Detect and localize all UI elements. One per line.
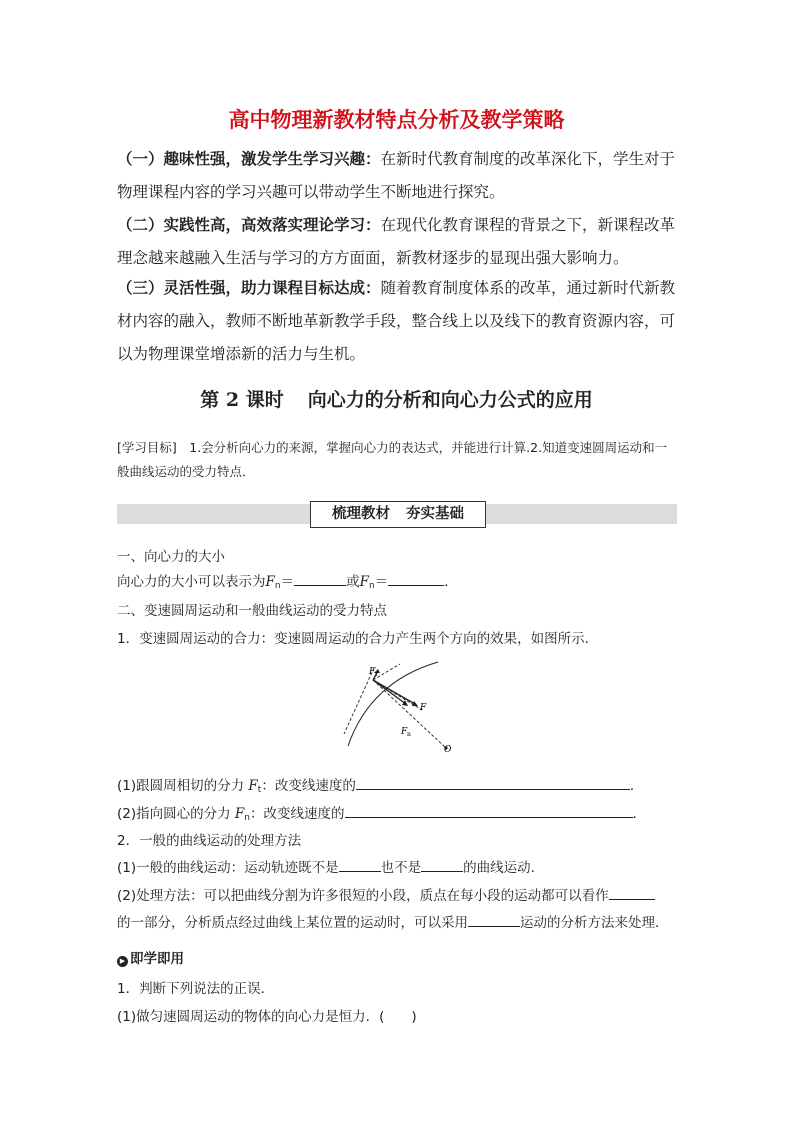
question-text: (1)跟圆周相切的分力 (117, 778, 249, 794)
equals-sign: ＝ (280, 574, 295, 590)
label-fn-sub: n (407, 731, 411, 738)
period: ． (444, 574, 458, 590)
intro-heading: （一）趣味性强，激发学生学习兴趣： (117, 150, 381, 168)
subscript: n (244, 813, 251, 823)
learning-goals: [学习目标] 1.会分析向心力的来源，掌握向心力的表达式，并能进行计算.2.知道变速圆周运动和一般曲线运动的受力特点． (117, 440, 668, 479)
question-text: (1)一般的曲线运动：运动轨迹既不是 (117, 860, 339, 876)
play-icon: ▶ (117, 956, 128, 967)
intro-heading: （二）实践性高，高效落实理论学习： (117, 216, 381, 234)
intro-item-3 (117, 272, 677, 371)
force-diagram (340, 660, 460, 760)
answer-blank[interactable] (468, 914, 520, 927)
intro-heading: （三）灵活性强，助力课程目标达成： (117, 279, 381, 297)
question-text: 的曲线运动． (463, 860, 545, 876)
question-4-cont (117, 911, 669, 931)
answer-blank[interactable] (421, 859, 463, 872)
label-f: F (420, 703, 427, 713)
question-text: ：改变线速度的 (250, 806, 345, 822)
label-o: O (444, 745, 452, 755)
answer-blank[interactable] (345, 805, 633, 818)
resultant-force-vector (373, 680, 406, 704)
lesson-title (0, 385, 793, 412)
page-title: 高中物理新教材特点分析及教学策略 (228, 108, 565, 132)
item-2: 2．一般的曲线运动的处理方法 (117, 833, 302, 849)
lesson-name: 向心力的分析和向心力公式的应用 (307, 389, 593, 411)
section-heading-2: 二、变速圆周运动和一般曲线运动的受力特点 (117, 603, 387, 619)
question-text: 运动的分析方法来处理． (520, 915, 669, 931)
force-symbol: F (248, 778, 258, 794)
banner-left: 梳理教材 (332, 506, 390, 522)
answer-blank[interactable] (339, 859, 381, 872)
subscript: n (274, 581, 281, 591)
answer-blank[interactable] (294, 573, 346, 586)
force-symbol: F (359, 574, 369, 590)
practice-title: 即学即用 (130, 951, 184, 967)
resultant-force-vector (373, 680, 415, 704)
intro-item-2 (117, 209, 677, 275)
question-4 (117, 884, 655, 904)
practice-item-1: 1．判断下列说法的正误． (117, 981, 275, 997)
formula-line (117, 570, 458, 591)
question-text: (2)处理方法：可以把曲线分割为许多很短的小段，质点在每小段的运动都可以看作 (117, 888, 609, 904)
label-ft-sub: t (375, 671, 378, 678)
section-banner (310, 501, 486, 528)
lesson-number: 第 2 课时 (200, 389, 284, 411)
arrow-head (402, 700, 408, 706)
answer-blank[interactable] (356, 777, 630, 790)
equals-sign: ＝ (374, 574, 389, 590)
period: ． (629, 778, 644, 794)
question-text: 也不是 (380, 860, 422, 876)
intro-item-1 (117, 143, 677, 209)
question-1 (117, 774, 643, 795)
question-text: (2)指向圆心的分力 (117, 806, 235, 822)
subscript: n (368, 581, 375, 591)
tangent-line (344, 668, 374, 734)
question-text: 的一部分，分析质点经过曲线上某位置的运动时，可以采用 (117, 915, 468, 931)
force-symbol: F (265, 574, 275, 590)
intro-text: 在现代化教育课程的背景之下，新课程改革理念越来越融入生活与学习的方方面面，新教材逐步的显现出强大影响力。 (117, 216, 676, 267)
label-fn: F (401, 727, 408, 737)
intro-text: 随着教育制度体系的改革，通过新时代新教材内容的融入，教师不断地革新教学手段，整合线上以及线下的教育资源内容，可以为物理课堂增添新的活力与生机。 (117, 279, 676, 363)
question-3 (117, 856, 544, 876)
answer-blank[interactable] (609, 887, 655, 900)
label-ft: F (369, 667, 376, 677)
intro-text: 在新时代教育制度的改革深化下，学生对于物理课程内容的学习兴趣可以带动学生不断地进行探究。 (117, 150, 676, 201)
question-text: ：改变线速度的 (261, 778, 356, 794)
period: ． (632, 806, 647, 822)
banner-right: 夯实基础 (406, 506, 464, 522)
practice-heading (117, 947, 184, 967)
question-2 (117, 802, 646, 823)
section-heading-1: 一、向心力的大小 (117, 549, 225, 565)
force-symbol: F (234, 806, 245, 822)
or-text: 或 (346, 574, 360, 590)
item-1: 1．变速圆周运动的合力：变速圆周运动的合力产生两个方向的效果，如图所示． (117, 631, 599, 647)
answer-blank[interactable] (388, 573, 444, 586)
subscript: t (257, 785, 262, 795)
formula-text: 向心力的大小可以表示为 (117, 574, 266, 590)
practice-question-1: (1)做匀速圆周运动的物体的向心力是恒力．( ) (117, 1009, 417, 1025)
